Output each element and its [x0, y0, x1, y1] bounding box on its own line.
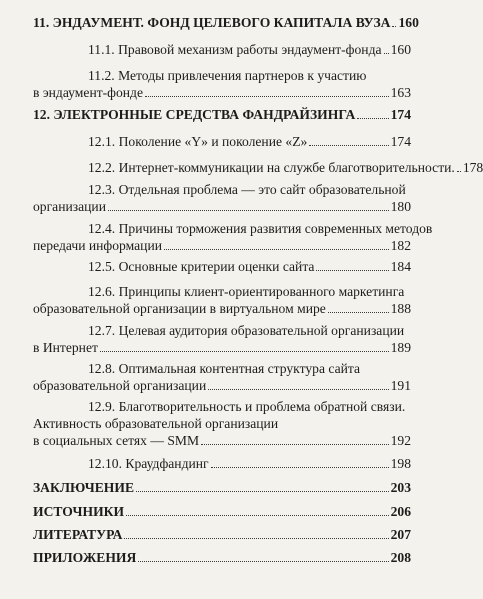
toc-page-number: 160 — [398, 15, 419, 30]
toc-entry-12-9 — [0, 398, 450, 449]
dot-leader — [145, 96, 389, 97]
toc-entry-line: 12.3. Отдельная проблема — это сайт образовательной — [88, 182, 406, 197]
toc-entry-line: 12.7. Целевая аудитория образовательной организации — [88, 323, 405, 338]
toc-page-number: 208 — [390, 550, 411, 565]
dot-leader — [316, 270, 388, 271]
dot-leader — [136, 491, 389, 492]
toc-entry-12-1 — [0, 133, 450, 150]
dot-leader — [100, 351, 389, 352]
dot-leader — [138, 561, 388, 562]
toc-page-number: 182 — [390, 238, 411, 253]
toc-entry-conclusion — [0, 479, 450, 496]
toc-page-number: 189 — [390, 340, 411, 355]
toc-page-number: 203 — [390, 480, 411, 495]
dot-leader — [108, 210, 389, 211]
dot-leader — [211, 467, 389, 468]
toc-page-number: 207 — [390, 527, 411, 542]
toc-entry-line: 12.9. Благотворительность и проблема обратной связи. — [88, 399, 406, 414]
toc-page-number: 191 — [390, 378, 411, 393]
toc-entry-12-2 — [0, 159, 483, 176]
toc-entry-title: 12. ЭЛЕКТРОННЫЕ СРЕДСТВА ФАНДРАЙЗИНГА — [33, 107, 356, 122]
toc-page-number: 184 — [390, 259, 411, 274]
toc-entry-12-8 — [0, 360, 450, 394]
toc-page-number: 163 — [390, 85, 411, 100]
dot-leader — [328, 312, 389, 313]
toc-entry-title: ИСТОЧНИКИ — [33, 504, 125, 519]
toc-entry-12-4 — [0, 220, 450, 254]
toc-page-number: 174 — [390, 107, 411, 122]
toc-entry-line: Активность образовательной организации — [33, 416, 279, 431]
toc-entry-title: 12.5. Основные критерии оценки сайта — [88, 259, 315, 274]
toc-page-number: 188 — [390, 301, 411, 316]
toc-entry-line: образовательной организации в виртуальном мире — [33, 301, 326, 316]
dot-leader — [164, 249, 389, 250]
toc-entry-line: 12.6. Принципы клиент-ориентированного маркетинга — [88, 284, 405, 299]
toc-entry-chapter-11 — [0, 14, 450, 31]
dot-leader — [124, 538, 388, 539]
dot-leader — [201, 444, 389, 445]
toc-entry-title: ЗАКЛЮЧЕНИЕ — [33, 480, 135, 495]
toc-page-number: 160 — [390, 42, 411, 57]
toc-entry-line: образовательной организации — [33, 378, 207, 393]
toc-entry-title: ПРИЛОЖЕНИЯ — [33, 550, 137, 565]
toc-entry-11-2 — [0, 67, 450, 101]
dot-leader — [208, 389, 388, 390]
toc-entry-12-7 — [0, 322, 450, 356]
dot-leader — [309, 145, 388, 146]
dot-leader — [392, 26, 396, 27]
toc-entry-11-1 — [0, 41, 450, 58]
dot-leader — [384, 53, 389, 54]
toc-entry-chapter-12 — [0, 106, 450, 123]
dot-leader — [126, 515, 389, 516]
toc-page-number: 206 — [390, 504, 411, 519]
toc-entry-title: 12.1. Поколение «Y» и поколение «Z» — [88, 134, 308, 149]
toc-entry-line: в эндаумент-фонде — [33, 85, 144, 100]
toc-page-number: 178 — [462, 160, 483, 175]
toc-entry-line: передачи информации — [33, 238, 162, 253]
toc-page-number: 180 — [390, 199, 411, 214]
toc-entry-12-3 — [0, 181, 450, 215]
toc-page-number: 198 — [390, 456, 411, 471]
toc-entry-sources — [0, 503, 450, 520]
toc-page-number: 192 — [390, 433, 411, 448]
toc-entry-line: 12.8. Оптимальная контентная структура сайта — [88, 361, 361, 376]
toc-entry-12-10 — [0, 455, 450, 472]
toc-entry-title: ЛИТЕРАТУРА — [33, 527, 123, 542]
toc-entry-line: 12.4. Причины торможения развития современных методов — [88, 221, 433, 236]
toc-entry-title: 11.1. Правовой механизм работы эндаумент-фонда — [88, 42, 382, 57]
toc-entry-title: 11. ЭНДАУМЕНТ. ФОНД ЦЕЛЕВОГО КАПИТАЛА ВУЗА — [33, 15, 391, 30]
toc-entry-line: в социальных сетях — SMM — [33, 433, 200, 448]
toc-entry-line: в Интернет — [33, 340, 98, 355]
toc-entry-12-5 — [0, 258, 450, 275]
toc-entry-title: 12.2. Интернет-коммуникации на службе благотворительности. — [88, 160, 455, 175]
toc-entry-12-6 — [0, 283, 450, 317]
toc-entry-literature — [0, 526, 450, 543]
toc-entry-title: 12.10. Краудфандинг — [88, 456, 209, 471]
toc-entry-line: организации — [33, 199, 106, 214]
dot-leader — [357, 118, 388, 119]
toc-page-number: 174 — [390, 134, 411, 149]
dot-leader — [457, 171, 461, 172]
toc-entry-appendices — [0, 549, 450, 566]
toc-entry-line: 11.2. Методы привлечения партнеров к участию — [88, 68, 367, 83]
